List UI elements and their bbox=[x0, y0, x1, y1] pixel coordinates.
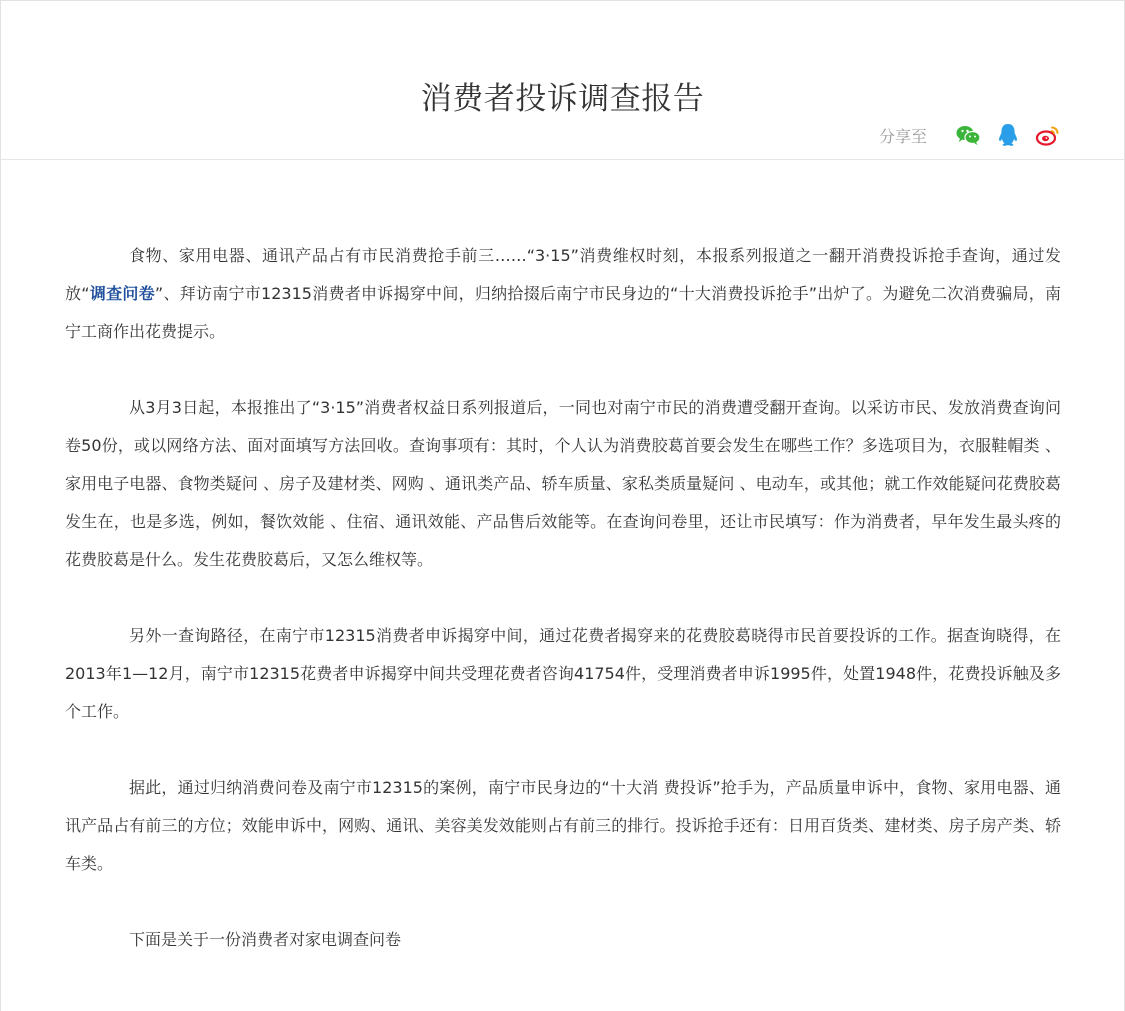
paragraph-4: 据此，通过归纳消费问卷及南宁市12315的案例，南宁市民身边的“十大消 费投诉”抢手为，产品质量申诉中，食物、家用电器、通讯产品占有前三的方位；效能申诉中，网购、通讯、美容美发效能则占有前三的排行。投诉抢手还有：日用百货类、建材类、房子房产类、轿车类。 bbox=[65, 778, 1061, 873]
weibo-icon[interactable] bbox=[1035, 122, 1061, 148]
article-body bbox=[65, 237, 1061, 997]
qq-icon[interactable] bbox=[995, 122, 1021, 148]
page-title: 消费者投诉调查报告 bbox=[420, 80, 705, 117]
wechat-icon[interactable] bbox=[955, 122, 981, 148]
paragraph-5: 下面是关于一份消费者对家电调查问卷 bbox=[129, 930, 402, 949]
share-bar bbox=[879, 122, 1061, 148]
survey-link[interactable]: 调查问卷 bbox=[89, 284, 155, 303]
paragraph-1-before: 食物、家用电器、通讯产品占有市民消费抢手前三……“3·15”消费维权时刻，本报系列报道之一翻开消费投诉抢手查询，通过发放“ bbox=[65, 246, 1061, 303]
article-header bbox=[0, 0, 1125, 160]
share-label: 分享至 bbox=[878, 126, 927, 146]
paragraph-1-after: ”、拜访南宁市12315消费者申诉揭穿中间，归纳拾掇后南宁市民身边的“十大消费投诉抢手”出炉了。为避免二次消费骗局，南宁工商作出花费提示。 bbox=[65, 284, 1061, 341]
paragraph-3: 另外一查询路径，在南宁市12315消费者申诉揭穿中间，通过花费者揭穿来的花费胶葛晓得市民首要投诉的工作。据查询晓得，在2013年1—12月，南宁市12315花费者申诉揭穿中间共受理花费者咨询41754件，受理消费者申诉1995件，处置1948件，花费投诉触及多个工作。 bbox=[65, 626, 1061, 721]
paragraph-1 bbox=[65, 237, 1061, 351]
paragraph-2: 从3月3日起，本报推出了“3·15”消费者权益日系列报道后，一同也对南宁市民的消费遭受翻开查询。以采访市民、发放消费查询问卷50份，或以网络方法、面对面填写方法回收。查询事项有：其时，个人认为消费胶葛首要会发生在哪些工作？多选项目为，衣服鞋帽类 、家用电子电器、食物类疑问 、房子及建材类、网购 、通讯类产品、轿车质量、家私类质量疑问 、电动车，或其他；就工作效能疑问花费胶葛发生在，也是多选，例如，餐饮效能 、住宿、通讯效能、产品售后效能等。在查询问卷里，还让市民填写：作为消费者，早年发生最头疼的花费胶葛是什么。发生花费胶葛后，又怎么维权等。 bbox=[65, 398, 1061, 569]
